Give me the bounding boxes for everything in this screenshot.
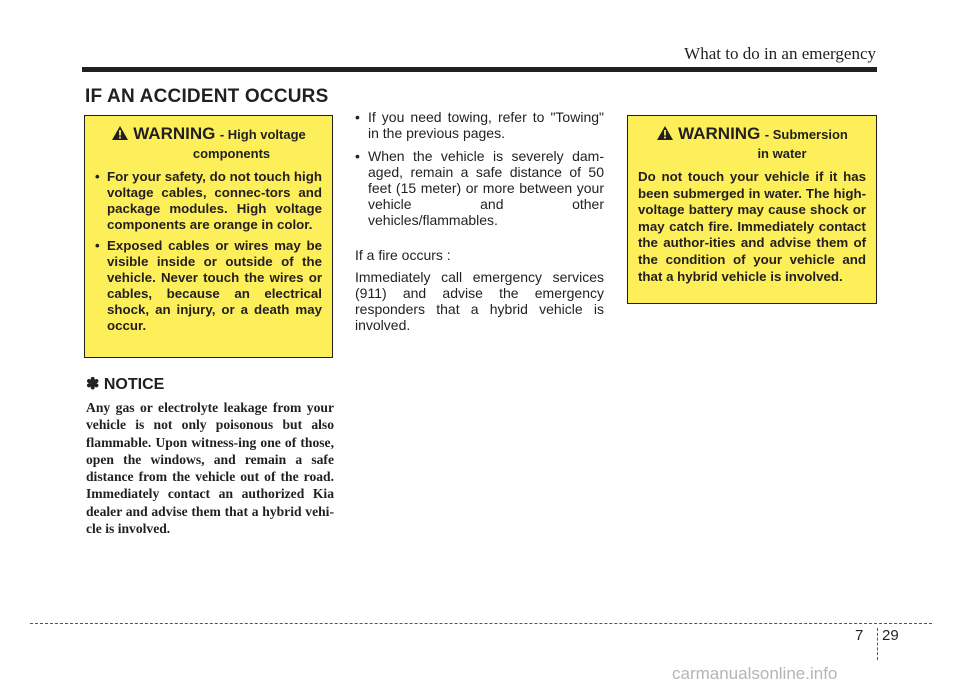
warning-triangle-icon bbox=[111, 125, 129, 146]
page-separator bbox=[877, 628, 878, 660]
list-item: • For your safety, do not touch high voltage cables, connec-tors and package modules. High voltage components are orange in color. bbox=[95, 169, 322, 232]
watermark: carmanualsonline.info bbox=[672, 664, 838, 683]
notice-body: Any gas or electrolyte leakage from your vehicle is not only poisonous but also flammable. Upon witness-ing one of those, open the windows, and remain a safe distance from the vehicle out of the road. Immediately contact an authorized Kia dealer and advise them that a hybrid vehi-cle is involved. bbox=[86, 400, 334, 537]
chapter-title: What to do in an emergency bbox=[684, 44, 876, 63]
warning-box-high-voltage bbox=[84, 115, 333, 358]
list-item: • If you need towing, refer to "Towing" in the previous pages. bbox=[355, 109, 604, 141]
warning-subtitle-2: in water bbox=[757, 146, 807, 161]
fire-text: Immediately call emergency services (911) and advise the emergency responders that a hybrid vehicle is involved. bbox=[355, 269, 604, 333]
notice-title: ✽ NOTICE bbox=[86, 376, 165, 393]
footer-rule bbox=[30, 623, 932, 624]
warning-box-submersion bbox=[627, 115, 877, 304]
warning-word: WARNING bbox=[678, 124, 761, 143]
list-item: • Exposed cables or wires may be visible inside or outside of the vehicle. Never touch the wires or cables, because an electrical shock, an injury, or a death may occur. bbox=[95, 238, 322, 333]
section-title: IF AN ACCIDENT OCCURS bbox=[85, 86, 329, 107]
warning-header bbox=[628, 124, 876, 161]
warning-subtitle-2: components bbox=[192, 146, 271, 161]
fire-label: If a fire occurs : bbox=[355, 247, 451, 263]
warning-text: Do not touch your vehicle if it has been submerged in water. The high-voltage battery may cause shock or may catch fire. Immediately contact the author-ities and advise them of the condition of your vehicle and that a hybrid vehicle is involved. bbox=[638, 169, 866, 284]
middle-column bbox=[355, 109, 604, 339]
page-number: 29 bbox=[882, 627, 899, 644]
chapter-number: 7 bbox=[855, 627, 864, 644]
warning-subtitle: - Submersion bbox=[764, 127, 848, 142]
warning-subtitle: - High voltage bbox=[219, 127, 306, 142]
warning-header bbox=[85, 124, 332, 161]
warning-list bbox=[85, 169, 332, 334]
warning-triangle-icon bbox=[656, 125, 674, 146]
list-item: • When the vehicle is severely dam-aged, remain a safe distance of 50 feet (15 meter) or more between your vehicle and other vehicles/flammables. bbox=[355, 148, 604, 228]
warning-word: WARNING bbox=[133, 124, 216, 143]
header-rule bbox=[82, 67, 877, 72]
towing-list bbox=[355, 109, 604, 228]
